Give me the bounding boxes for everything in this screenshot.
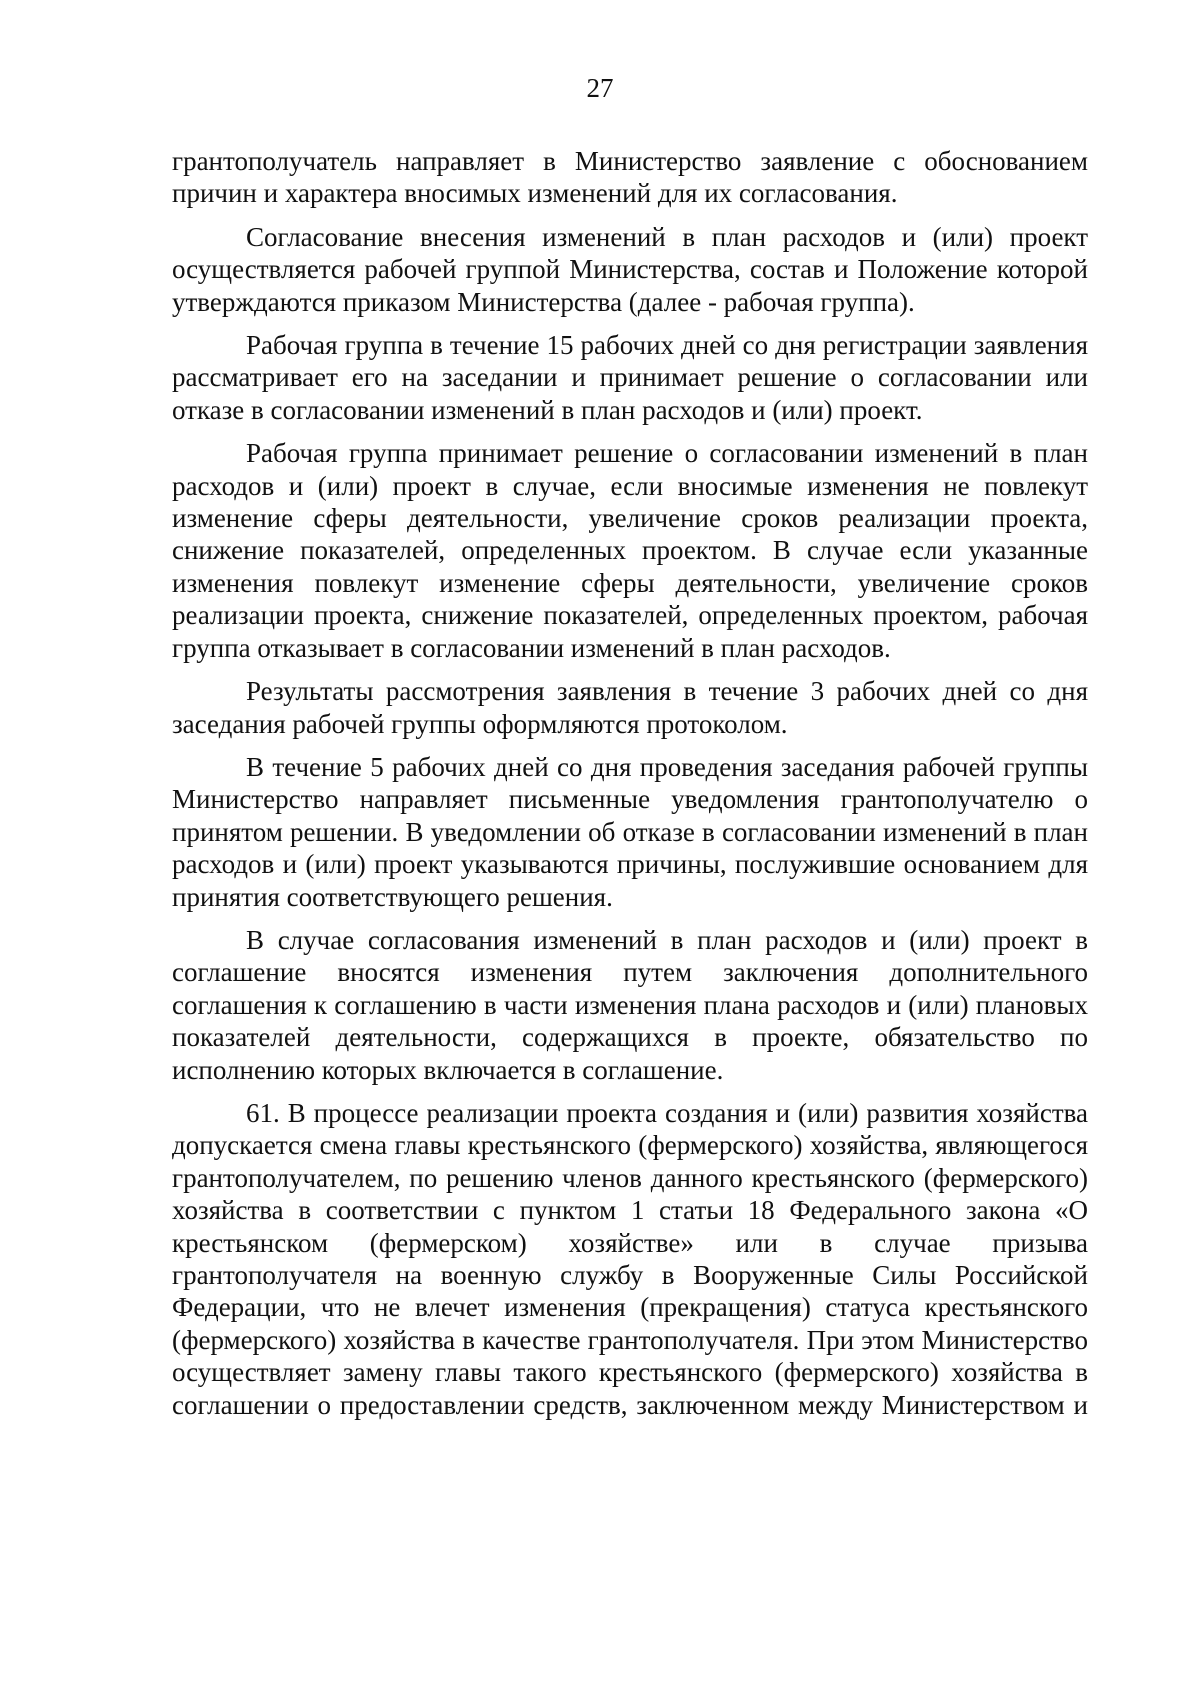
document-body bbox=[172, 145, 1088, 1432]
paragraph-4: Рабочая группа принимает решение о согласовании изменений в план расходов и (или) проект в случае, если вносимые изменения не повлекут изменение сферы деятельности, увеличение сроков реализации проекта, снижение показателей, определенных проектом. В случае если указанные изменения повлекут изменение сферы деятельности, увеличение сроков реализации проекта, снижение показателей, определенных проектом, рабочая группа отказывает в согласовании изменений в план расходов. bbox=[172, 438, 1088, 663]
paragraph-3: Рабочая группа в течение 15 рабочих дней со дня регистрации заявления рассматривает его на заседании и принимает решение о согласовании или отказе в согласовании изменений в план расходов и (или) проект. bbox=[172, 330, 1088, 425]
paragraph-1: грантополучатель направляет в Министерство заявление с обоснованием причин и характера вносимых изменений для их согласования. bbox=[172, 146, 1088, 209]
paragraph-2: Согласование внесения изменений в план расходов и (или) проект осуществляется рабочей группой Министерства, состав и Положение которой утверждаются приказом Министерства (далее - рабочая группа). bbox=[172, 221, 1088, 317]
paragraph-6: В течение 5 рабочих дней со дня проведения заседания рабочей группы Министерство направляет письменные уведомления грантополучателю о принятом решении. В уведомлении об отказе в согласовании изменений в план расходов и (или) проект указываются причины, послужившие основанием для принятия соответствующего решения. bbox=[172, 751, 1088, 912]
paragraph-7: В случае согласования изменений в план расходов и (или) проект в соглашение вносятся изменения путем заключения дополнительного соглашения к соглашению в части изменения плана расходов и (или) плановых показателей деятельности, содержащихся в проекте, обязательство по исполнению которых включается в соглашение. bbox=[172, 924, 1088, 1085]
page-number: 27 bbox=[586, 73, 614, 103]
paragraph-5: Результаты рассмотрения заявления в течение 3 рабочих дней со дня заседания рабочей группы оформляются протоколом. bbox=[172, 676, 1088, 739]
paragraph-8: 61. В процессе реализации проекта создания и (или) развития хозяйства допускается смена главы крестьянского (фермерского) хозяйства, являющегося грантополучателем, по решению членов данного крестьянского (фермерского) хозяйства в соответствии с пунктом 1 статьи 18 Федерального закона «О крестьянском (фермерском) хозяйстве» или в случае призыва грантополучателя на военную службу в Вооруженные Силы Российской Федерации, что не влечет изменения (прекращения) статуса крестьянского (фермерского) хозяйства в качестве грантополучателя. При этом Министерство осуществляет замену главы такого крестьянского (фермерского) хозяйства в соглашении о предоставлении средств, заключенном между Министерством и bbox=[172, 1097, 1088, 1420]
